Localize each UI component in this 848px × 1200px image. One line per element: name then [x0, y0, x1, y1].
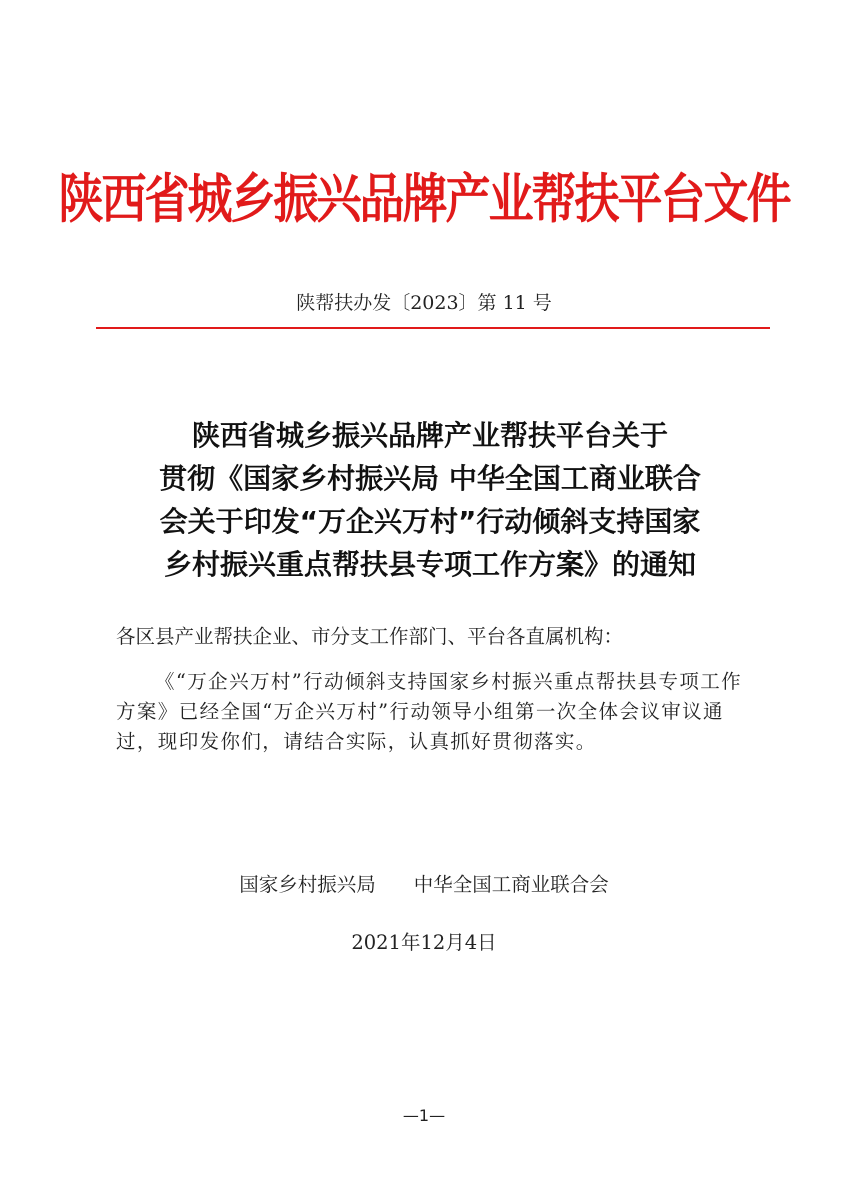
issue-date: 2021年12月4日 — [351, 931, 497, 954]
red-divider-rule — [96, 327, 770, 329]
signing-organization: 中华全国工商业联合会 — [413, 873, 609, 896]
notice-title-line: 会关于印发“万企兴万村”行动倾斜支持国家 — [159, 505, 701, 538]
signing-organization: 国家乡村振兴局 — [239, 873, 376, 896]
page-number: —1— — [402, 1106, 446, 1125]
notice-title-line: 陕西省城乡振兴品牌产业帮扶平台关于 — [191, 419, 668, 452]
notice-title — [90, 414, 770, 586]
body-paragraph: 《“万企兴万村”行动倾斜支持国家乡村振兴重点帮扶县专项工作方案》已经全国“万企兴万村”行动领导小组第一次全体会议审议通过，现印发你们，请结合实际，认真抓好贯彻落实。 — [116, 670, 743, 753]
issuer-title: 陕西省城乡振兴品牌产业帮扶平台文件 — [58, 167, 790, 230]
notice-title-line: 贯彻《国家乡村振兴局 中华全国工商业联合 — [159, 462, 701, 495]
addressee-line: 各区县产业帮扶企业、市分支工作部门、平台各直属机构： — [116, 625, 624, 648]
document-number: 陕帮扶办发〔2023〕第 11 号 — [296, 292, 552, 314]
signature-line — [0, 870, 848, 900]
notice-title-line: 乡村振兴重点帮扶县专项工作方案》的通知 — [163, 548, 696, 581]
